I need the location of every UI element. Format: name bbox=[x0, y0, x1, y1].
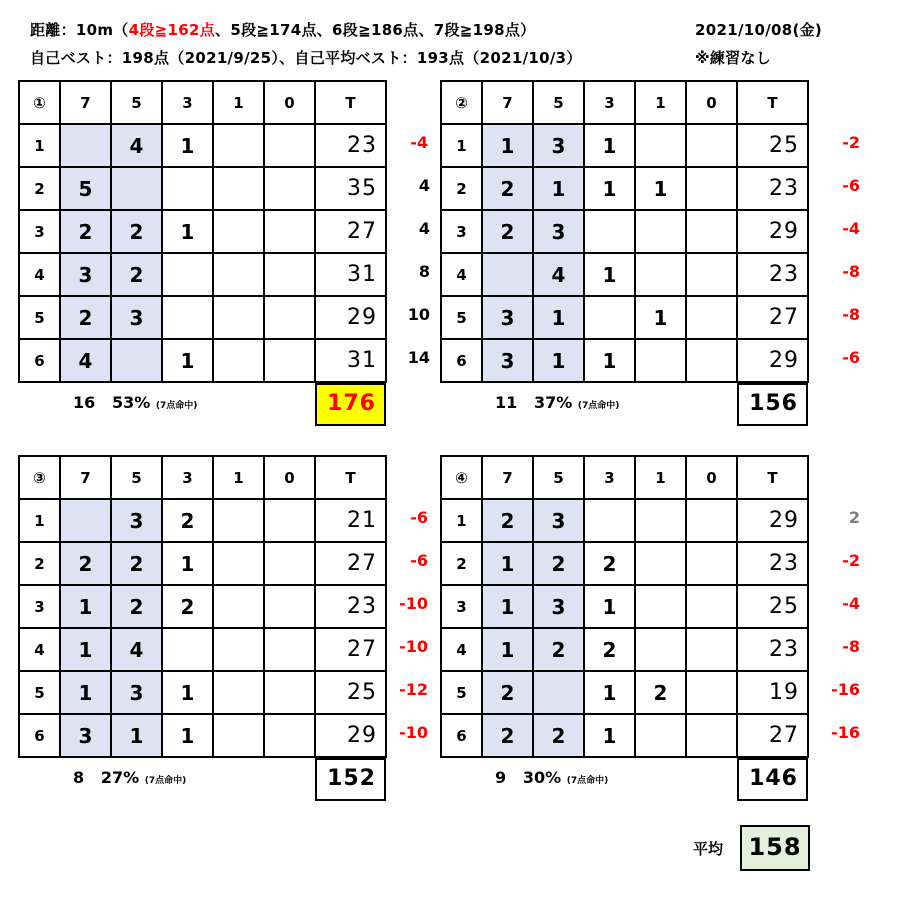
table-row bbox=[441, 714, 808, 757]
count-cell-1 bbox=[635, 253, 686, 296]
table-row bbox=[19, 628, 386, 671]
count-cell-5: 3 bbox=[111, 499, 162, 542]
end-number: 4 bbox=[441, 628, 482, 671]
count-cell-7: 3 bbox=[482, 296, 533, 339]
count-cell-3: 1 bbox=[584, 253, 635, 296]
count-cell-5: 2 bbox=[111, 253, 162, 296]
hit-count: 16 bbox=[73, 393, 96, 412]
count-cell-3 bbox=[162, 296, 213, 339]
column-header-0: 0 bbox=[264, 81, 315, 124]
count-cell-7 bbox=[482, 253, 533, 296]
count-cell-7: 2 bbox=[60, 296, 111, 339]
table-row bbox=[441, 124, 808, 167]
end-total: 23 bbox=[737, 253, 808, 296]
end-number: 2 bbox=[19, 542, 60, 585]
end-total: 31 bbox=[315, 253, 386, 296]
end-total: 29 bbox=[737, 339, 808, 382]
diff-value: -6 bbox=[842, 348, 860, 367]
table-row bbox=[441, 210, 808, 253]
count-cell-0 bbox=[264, 167, 315, 210]
cumulative-7-count: 4 bbox=[418, 219, 430, 238]
score-table-3 bbox=[18, 455, 387, 758]
column-header-3: 3 bbox=[162, 456, 213, 499]
count-cell-5: 1 bbox=[111, 714, 162, 757]
count-cell-7: 1 bbox=[482, 628, 533, 671]
end-number: 5 bbox=[441, 671, 482, 714]
end-total: 35 bbox=[315, 167, 386, 210]
count-cell-1 bbox=[213, 210, 264, 253]
count-cell-0 bbox=[686, 585, 737, 628]
count-cell-1 bbox=[635, 628, 686, 671]
table-header-row bbox=[441, 456, 808, 499]
count-cell-1 bbox=[635, 542, 686, 585]
count-cell-3: 1 bbox=[584, 339, 635, 382]
count-cell-5: 2 bbox=[533, 714, 584, 757]
end-number: 5 bbox=[441, 296, 482, 339]
count-cell-1 bbox=[635, 210, 686, 253]
hit-percent: 27% bbox=[100, 768, 140, 787]
count-cell-1 bbox=[213, 714, 264, 757]
table-row bbox=[441, 628, 808, 671]
count-cell-0 bbox=[686, 714, 737, 757]
end-number: 6 bbox=[441, 714, 482, 757]
end-number: 4 bbox=[19, 628, 60, 671]
table-header-row bbox=[19, 456, 386, 499]
count-cell-7: 4 bbox=[60, 339, 111, 382]
count-cell-1 bbox=[213, 628, 264, 671]
count-cell-0 bbox=[686, 499, 737, 542]
distance-label: 距離：10m（ bbox=[30, 21, 129, 39]
diff-value: -8 bbox=[842, 637, 860, 656]
table-row bbox=[19, 210, 386, 253]
table-header-row bbox=[441, 81, 808, 124]
count-cell-3: 1 bbox=[584, 167, 635, 210]
table-row bbox=[19, 167, 386, 210]
session-total: 146 bbox=[737, 758, 808, 801]
average-value-box: 158 bbox=[740, 825, 810, 871]
diff-value: -6 bbox=[410, 551, 428, 570]
count-cell-3: 1 bbox=[162, 339, 213, 382]
score-table-2 bbox=[440, 80, 809, 383]
hit-note: (7点命中) bbox=[144, 776, 187, 786]
count-cell-1: 2 bbox=[635, 671, 686, 714]
count-cell-1 bbox=[213, 253, 264, 296]
column-header-7: 7 bbox=[482, 456, 533, 499]
end-total: 27 bbox=[315, 628, 386, 671]
count-cell-7: 1 bbox=[482, 542, 533, 585]
session-number-label: ① bbox=[19, 81, 60, 124]
end-total: 25 bbox=[315, 671, 386, 714]
count-cell-5: 3 bbox=[533, 210, 584, 253]
count-cell-5: 2 bbox=[111, 585, 162, 628]
count-cell-1 bbox=[213, 296, 264, 339]
count-cell-3 bbox=[162, 628, 213, 671]
end-number: 4 bbox=[441, 253, 482, 296]
table-row bbox=[441, 671, 808, 714]
table-row bbox=[441, 542, 808, 585]
cumulative-7-count: 8 bbox=[418, 262, 430, 281]
hit-summary bbox=[495, 393, 619, 412]
count-cell-5 bbox=[111, 167, 162, 210]
count-cell-0 bbox=[686, 671, 737, 714]
diff-value: -4 bbox=[842, 219, 860, 238]
count-cell-1 bbox=[213, 499, 264, 542]
hit-percent: 53% bbox=[111, 393, 151, 412]
end-number: 6 bbox=[19, 714, 60, 757]
column-header-7: 7 bbox=[482, 81, 533, 124]
count-cell-0 bbox=[264, 210, 315, 253]
end-total: 23 bbox=[737, 628, 808, 671]
table-row bbox=[441, 339, 808, 382]
count-cell-5: 4 bbox=[111, 124, 162, 167]
column-header-5: 5 bbox=[111, 456, 162, 499]
date-text: 2021/10/08(金) bbox=[695, 21, 823, 39]
count-cell-3: 2 bbox=[162, 499, 213, 542]
personal-best-line: 自己ベスト：198点（2021/9/25）、自己平均ベスト：193点（2021/10/3） bbox=[30, 49, 582, 67]
practice-note: ※練習なし bbox=[695, 49, 772, 67]
count-cell-1 bbox=[213, 542, 264, 585]
column-header-0: 0 bbox=[686, 456, 737, 499]
count-cell-7 bbox=[60, 124, 111, 167]
table-row bbox=[19, 124, 386, 167]
end-total: 23 bbox=[737, 542, 808, 585]
count-cell-0 bbox=[264, 714, 315, 757]
count-cell-3 bbox=[162, 253, 213, 296]
hit-note: (7点命中) bbox=[155, 401, 198, 411]
count-cell-0 bbox=[686, 253, 737, 296]
count-cell-1 bbox=[213, 167, 264, 210]
count-cell-7: 3 bbox=[60, 714, 111, 757]
other-criteria: 、5段≧174点、6段≧186点、7段≧198点） bbox=[215, 21, 536, 39]
column-header-5: 5 bbox=[533, 456, 584, 499]
count-cell-1 bbox=[635, 585, 686, 628]
diff-value: -4 bbox=[842, 594, 860, 613]
end-total: 23 bbox=[315, 124, 386, 167]
count-cell-3: 1 bbox=[162, 124, 213, 167]
end-total: 27 bbox=[737, 714, 808, 757]
column-header-total: T bbox=[315, 456, 386, 499]
column-header-total: T bbox=[315, 81, 386, 124]
average-label: 平均 bbox=[693, 840, 724, 858]
cumulative-7-count: 14 bbox=[407, 348, 430, 367]
count-cell-1 bbox=[635, 339, 686, 382]
end-total: 25 bbox=[737, 124, 808, 167]
count-cell-3: 1 bbox=[162, 671, 213, 714]
hit-count: 9 bbox=[495, 768, 507, 787]
count-cell-5: 2 bbox=[533, 542, 584, 585]
count-cell-1 bbox=[635, 499, 686, 542]
table-row bbox=[19, 296, 386, 339]
count-cell-7: 2 bbox=[482, 671, 533, 714]
hit-summary bbox=[73, 768, 186, 787]
count-cell-1 bbox=[635, 714, 686, 757]
diff-value: -10 bbox=[399, 594, 428, 613]
count-cell-0 bbox=[264, 124, 315, 167]
count-cell-1: 1 bbox=[635, 296, 686, 339]
count-cell-0 bbox=[686, 167, 737, 210]
table-row bbox=[441, 253, 808, 296]
end-total: 27 bbox=[315, 542, 386, 585]
table-row bbox=[19, 585, 386, 628]
count-cell-5: 2 bbox=[533, 628, 584, 671]
column-header-1: 1 bbox=[635, 456, 686, 499]
count-cell-7: 2 bbox=[482, 499, 533, 542]
hit-percent: 30% bbox=[522, 768, 562, 787]
count-cell-7: 3 bbox=[482, 339, 533, 382]
count-cell-3 bbox=[162, 167, 213, 210]
table-row bbox=[19, 253, 386, 296]
count-cell-7: 5 bbox=[60, 167, 111, 210]
end-total: 27 bbox=[315, 210, 386, 253]
table-row bbox=[19, 714, 386, 757]
table-row bbox=[441, 585, 808, 628]
column-header-7: 7 bbox=[60, 81, 111, 124]
column-header-3: 3 bbox=[162, 81, 213, 124]
table-row bbox=[19, 542, 386, 585]
score-table-4 bbox=[440, 455, 809, 758]
count-cell-5: 2 bbox=[111, 210, 162, 253]
count-cell-3 bbox=[584, 296, 635, 339]
diff-value: -2 bbox=[842, 133, 860, 152]
diff-value: -8 bbox=[842, 262, 860, 281]
session-number-label: ② bbox=[441, 81, 482, 124]
count-cell-3: 1 bbox=[162, 714, 213, 757]
end-number: 1 bbox=[441, 124, 482, 167]
count-cell-1: 1 bbox=[635, 167, 686, 210]
end-total: 29 bbox=[737, 210, 808, 253]
count-cell-5: 2 bbox=[111, 542, 162, 585]
diff-value: -10 bbox=[399, 637, 428, 656]
end-number: 5 bbox=[19, 296, 60, 339]
end-number: 5 bbox=[19, 671, 60, 714]
end-number: 1 bbox=[19, 499, 60, 542]
table-header-row bbox=[19, 81, 386, 124]
session-total: 176 bbox=[315, 383, 386, 426]
end-number: 3 bbox=[441, 585, 482, 628]
end-total: 29 bbox=[315, 714, 386, 757]
diff-value: -10 bbox=[399, 723, 428, 742]
diff-value: -16 bbox=[831, 723, 860, 742]
count-cell-0 bbox=[264, 628, 315, 671]
count-cell-0 bbox=[686, 296, 737, 339]
end-number: 2 bbox=[441, 542, 482, 585]
table-row bbox=[441, 499, 808, 542]
end-total: 21 bbox=[315, 499, 386, 542]
count-cell-5: 3 bbox=[533, 124, 584, 167]
end-number: 1 bbox=[19, 124, 60, 167]
count-cell-3: 2 bbox=[162, 585, 213, 628]
column-header-1: 1 bbox=[213, 81, 264, 124]
column-header-total: T bbox=[737, 81, 808, 124]
end-number: 6 bbox=[441, 339, 482, 382]
count-cell-3: 1 bbox=[584, 585, 635, 628]
diff-value: -2 bbox=[842, 551, 860, 570]
count-cell-3: 1 bbox=[162, 210, 213, 253]
hit-summary bbox=[495, 768, 608, 787]
end-total: 23 bbox=[315, 585, 386, 628]
session-total: 152 bbox=[315, 758, 386, 801]
count-cell-3: 1 bbox=[584, 124, 635, 167]
count-cell-1 bbox=[213, 339, 264, 382]
count-cell-5: 3 bbox=[533, 499, 584, 542]
count-cell-0 bbox=[264, 585, 315, 628]
column-header-5: 5 bbox=[533, 81, 584, 124]
count-cell-3 bbox=[584, 499, 635, 542]
table-row bbox=[441, 167, 808, 210]
count-cell-7: 1 bbox=[482, 585, 533, 628]
end-number: 1 bbox=[441, 499, 482, 542]
count-cell-0 bbox=[264, 671, 315, 714]
count-cell-0 bbox=[686, 628, 737, 671]
end-number: 3 bbox=[19, 210, 60, 253]
count-cell-0 bbox=[686, 339, 737, 382]
count-cell-7: 1 bbox=[60, 585, 111, 628]
column-header-total: T bbox=[737, 456, 808, 499]
count-cell-5: 3 bbox=[111, 296, 162, 339]
count-cell-7: 1 bbox=[60, 628, 111, 671]
diff-value: -12 bbox=[399, 680, 428, 699]
count-cell-0 bbox=[264, 499, 315, 542]
count-cell-3: 1 bbox=[162, 542, 213, 585]
end-total: 31 bbox=[315, 339, 386, 382]
count-cell-5 bbox=[533, 671, 584, 714]
table-row bbox=[19, 339, 386, 382]
table-row bbox=[19, 671, 386, 714]
end-total: 29 bbox=[315, 296, 386, 339]
end-number: 2 bbox=[19, 167, 60, 210]
column-header-3: 3 bbox=[584, 456, 635, 499]
diff-value: -4 bbox=[410, 133, 428, 152]
count-cell-7: 1 bbox=[482, 124, 533, 167]
cumulative-7-count: 10 bbox=[407, 305, 430, 324]
count-cell-7: 2 bbox=[482, 714, 533, 757]
count-cell-0 bbox=[686, 210, 737, 253]
hit-percent: 37% bbox=[533, 393, 573, 412]
end-number: 3 bbox=[441, 210, 482, 253]
session-number-label: ④ bbox=[441, 456, 482, 499]
distance-criteria-line bbox=[30, 19, 535, 40]
diff-value: -6 bbox=[842, 176, 860, 195]
hit-count: 8 bbox=[73, 768, 85, 787]
count-cell-7: 2 bbox=[60, 542, 111, 585]
count-cell-5: 1 bbox=[533, 296, 584, 339]
count-cell-7: 3 bbox=[60, 253, 111, 296]
count-cell-5: 3 bbox=[111, 671, 162, 714]
column-header-7: 7 bbox=[60, 456, 111, 499]
hit-count: 11 bbox=[495, 393, 518, 412]
count-cell-5: 4 bbox=[111, 628, 162, 671]
diff-value: -16 bbox=[831, 680, 860, 699]
column-header-1: 1 bbox=[635, 81, 686, 124]
count-cell-1 bbox=[635, 124, 686, 167]
cumulative-7-count: 4 bbox=[418, 176, 430, 195]
count-cell-0 bbox=[264, 542, 315, 585]
count-cell-5: 1 bbox=[533, 339, 584, 382]
rank4-criterion: 4段≧162点 bbox=[128, 21, 216, 39]
count-cell-7: 2 bbox=[482, 210, 533, 253]
end-number: 4 bbox=[19, 253, 60, 296]
count-cell-5: 4 bbox=[533, 253, 584, 296]
column-header-0: 0 bbox=[264, 456, 315, 499]
count-cell-1 bbox=[213, 671, 264, 714]
session-number-label: ③ bbox=[19, 456, 60, 499]
diff-value: 2 bbox=[848, 508, 860, 527]
score-table-1 bbox=[18, 80, 387, 383]
count-cell-7: 2 bbox=[60, 210, 111, 253]
end-total: 29 bbox=[737, 499, 808, 542]
end-total: 25 bbox=[737, 585, 808, 628]
column-header-5: 5 bbox=[111, 81, 162, 124]
count-cell-3: 2 bbox=[584, 542, 635, 585]
count-cell-7: 1 bbox=[60, 671, 111, 714]
hit-note: (7点命中) bbox=[577, 401, 620, 411]
session-total: 156 bbox=[737, 383, 808, 426]
count-cell-5: 3 bbox=[533, 585, 584, 628]
column-header-1: 1 bbox=[213, 456, 264, 499]
diff-value: -8 bbox=[842, 305, 860, 324]
count-cell-0 bbox=[264, 296, 315, 339]
hit-note: (7点命中) bbox=[566, 776, 609, 786]
count-cell-7 bbox=[60, 499, 111, 542]
diff-value: -6 bbox=[410, 508, 428, 527]
end-total: 23 bbox=[737, 167, 808, 210]
count-cell-3: 1 bbox=[584, 714, 635, 757]
count-cell-1 bbox=[213, 124, 264, 167]
count-cell-0 bbox=[264, 339, 315, 382]
count-cell-7: 2 bbox=[482, 167, 533, 210]
count-cell-1 bbox=[213, 585, 264, 628]
count-cell-3 bbox=[584, 210, 635, 253]
end-number: 6 bbox=[19, 339, 60, 382]
column-header-3: 3 bbox=[584, 81, 635, 124]
count-cell-5 bbox=[111, 339, 162, 382]
end-number: 2 bbox=[441, 167, 482, 210]
hit-summary bbox=[73, 393, 197, 412]
table-row bbox=[441, 296, 808, 339]
end-total: 27 bbox=[737, 296, 808, 339]
count-cell-3: 2 bbox=[584, 628, 635, 671]
count-cell-0 bbox=[264, 253, 315, 296]
count-cell-0 bbox=[686, 124, 737, 167]
end-number: 3 bbox=[19, 585, 60, 628]
table-row bbox=[19, 499, 386, 542]
end-total: 19 bbox=[737, 671, 808, 714]
count-cell-0 bbox=[686, 542, 737, 585]
count-cell-5: 1 bbox=[533, 167, 584, 210]
column-header-0: 0 bbox=[686, 81, 737, 124]
count-cell-3: 1 bbox=[584, 671, 635, 714]
